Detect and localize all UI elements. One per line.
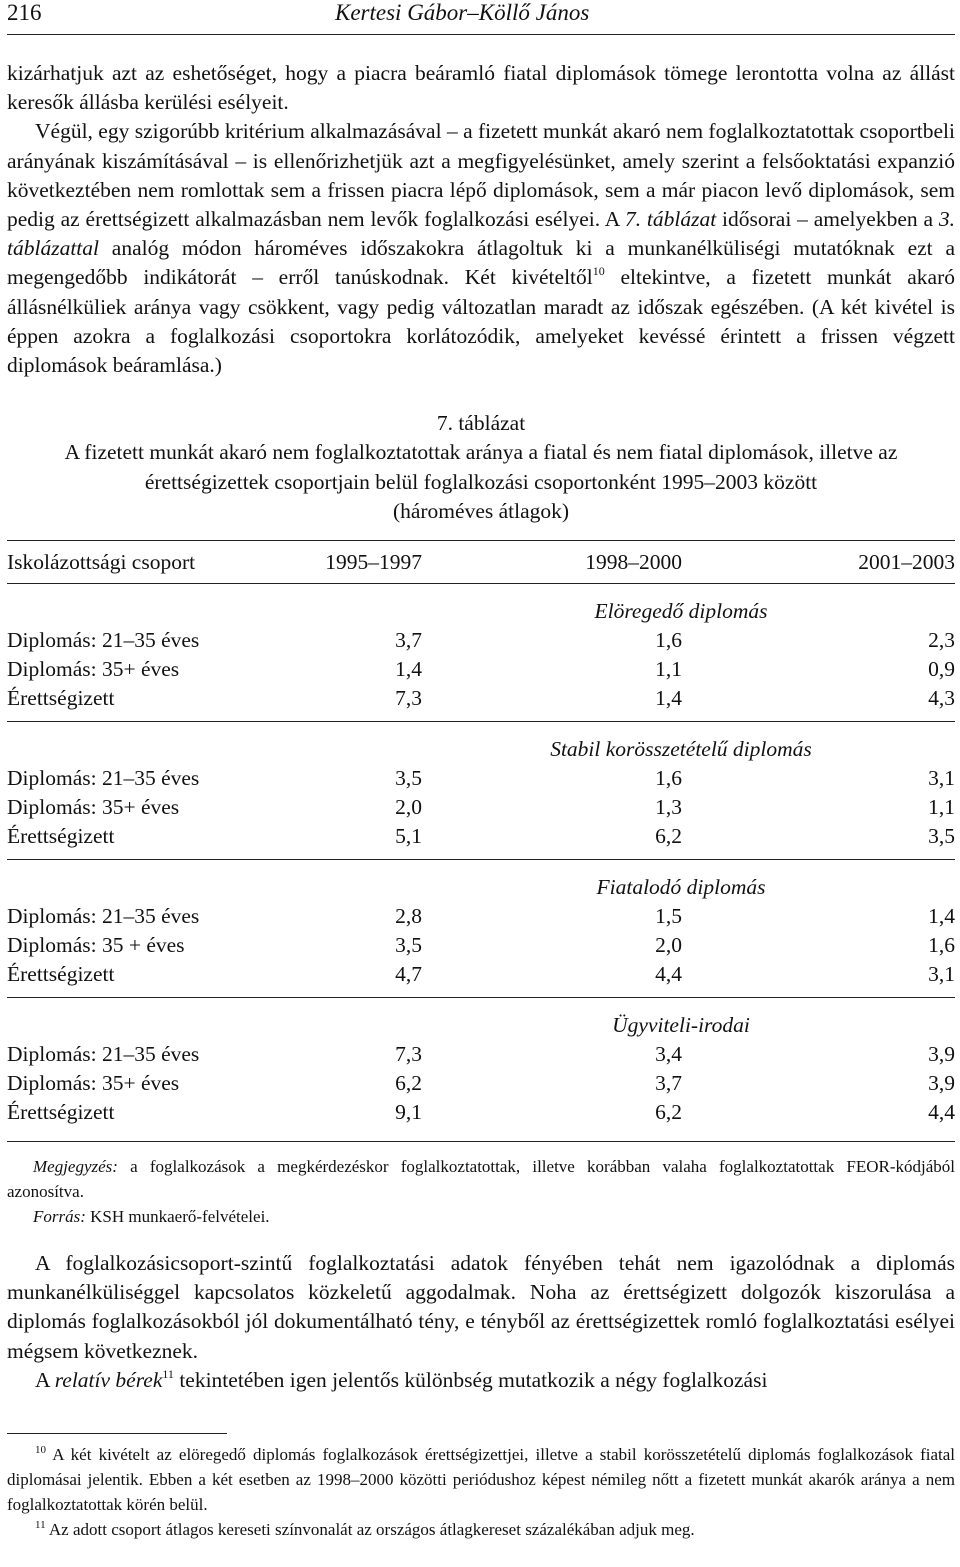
value-cell: 4,4 bbox=[682, 1098, 955, 1142]
row-label: Diplomás: 35+ éves bbox=[7, 795, 180, 820]
group-header-spacer bbox=[7, 998, 307, 1040]
footnote-marker-10[interactable]: 10 bbox=[592, 264, 605, 279]
value-cell: 1,6 bbox=[655, 766, 682, 791]
row-label: Diplomás: 21–35 éves bbox=[7, 628, 200, 653]
value-cell: 3,1 bbox=[928, 962, 955, 987]
paragraph-1: kizárhatjuk azt az eshetőséget, hogy a piacra beáramló fiatal diplomások tömege lerontotta volna az állást keresők állásba kerülési esélyeit. bbox=[7, 61, 955, 115]
value-cell: 2,0 bbox=[395, 795, 422, 820]
paragraph-4-emphasis: relatív bérek bbox=[54, 1367, 163, 1392]
row-label: Érettségizett bbox=[7, 824, 115, 849]
paragraph-2-text-d: eltekintve, a fizetett munkát akaró állásnélküliek aránya vagy csökkent, vagy pedig változatlan maradt az időszak egészében. (A két kivétel is éppen azokra a foglalkozási csoportokra korlátozódik, amelyeket kevéssé érintett a frissen végzett diplomások beáramlása.) bbox=[7, 265, 955, 378]
footnote-text: A két kivételt az elöregedő diplomás foglalkozások érettségizettjei, illetve a stabil korösszetételű diplomás foglalkozások fiatal diplomásai jelentik. Ebben a két esetben az 1998–2000 közötti periódushoz képest némileg nőtt a fizetett munkát akarók aránya a nem foglalkoztatottak körén belül. bbox=[7, 1445, 955, 1515]
group-header-spacer bbox=[7, 722, 307, 764]
table-row bbox=[7, 822, 955, 860]
table-row bbox=[7, 684, 955, 722]
value-cell: 5,1 bbox=[395, 824, 422, 849]
value-cell: 1,1 bbox=[655, 657, 682, 682]
table-row bbox=[7, 1098, 955, 1142]
table-row bbox=[7, 655, 955, 684]
table-subtitle: (hároméves átlagok) bbox=[392, 498, 570, 523]
value-cell: 1,1 bbox=[928, 795, 955, 820]
column-header: 1995–1997 bbox=[307, 541, 422, 584]
paragraph-4 bbox=[7, 1366, 955, 1395]
value-cell: 3,7 bbox=[395, 628, 422, 653]
value-cell: 1,5 bbox=[655, 904, 682, 929]
footnote-10 bbox=[7, 1442, 955, 1517]
table-note bbox=[7, 1154, 955, 1204]
table-reference-7: 7. táblázat bbox=[624, 207, 717, 232]
value-cell: 7,3 bbox=[395, 686, 422, 711]
note-text: a foglalkozások a megkérdezéskor foglalkoztatottak, illetve korábban valaha foglalkoztatottak FEOR-kódjából azonosítva. bbox=[7, 1157, 955, 1202]
running-head bbox=[7, 0, 955, 35]
value-cell: 3,5 bbox=[395, 766, 422, 791]
group-header-row bbox=[7, 722, 955, 764]
footnote-rule bbox=[7, 1433, 227, 1434]
value-cell: 6,2 bbox=[655, 824, 682, 849]
value-cell: 0,9 bbox=[928, 657, 955, 682]
value-cell: 3,9 bbox=[928, 1071, 955, 1096]
group-header-row bbox=[7, 998, 955, 1040]
note-label: Megjegyzés: bbox=[33, 1157, 118, 1177]
page-number: 216 bbox=[7, 0, 42, 25]
after-text bbox=[7, 1249, 955, 1395]
paragraph-2 bbox=[7, 117, 955, 380]
value-cell: 3,9 bbox=[928, 1042, 955, 1067]
data-table bbox=[7, 540, 955, 1142]
table-label-text: 7. táblázat bbox=[436, 411, 526, 436]
footnote-marker-11[interactable]: 11 bbox=[162, 1366, 174, 1381]
paragraph-2-text-c: analóg módon hároméves időszakokra átlagoltuk ki a munkanélküliségi mutatóknak ezt a megengedőbb indikátorát – erről tanúskodnak. Két kivételtől bbox=[7, 236, 955, 290]
table-reference-3: 3. táblázattal bbox=[7, 207, 955, 261]
footnote-number: 10 bbox=[35, 1444, 46, 1457]
row-label: Érettségizett bbox=[7, 962, 115, 987]
value-cell: 2,8 bbox=[395, 904, 422, 929]
column-header: 1998–2000 bbox=[422, 541, 682, 584]
footnote-number: 11 bbox=[35, 1519, 46, 1532]
value-cell: 3,7 bbox=[655, 1071, 682, 1096]
table-row bbox=[7, 764, 955, 793]
value-cell: 2,3 bbox=[928, 628, 955, 653]
source-label: Forrás: bbox=[33, 1207, 86, 1227]
column-header: Iskolázottsági csoport bbox=[7, 541, 307, 584]
group-header-spacer bbox=[7, 860, 307, 902]
paragraph-4-text-b: tekintetében igen jelentős különbség mutatkozik a négy foglalkozási bbox=[173, 1367, 768, 1392]
table-description: A fizetett munkát akaró nem foglalkoztatottak aránya a fiatal és nem fiatal diplomások, illetve az érettségizettek csoportjain belül foglalkozási csoportonként 1995–2003 között bbox=[64, 440, 898, 494]
row-label: Diplomás: 35+ éves bbox=[7, 657, 180, 682]
value-cell: 3,4 bbox=[655, 1042, 682, 1067]
value-cell: 9,1 bbox=[307, 1098, 422, 1142]
value-cell: 7,3 bbox=[395, 1042, 422, 1067]
running-title: Kertesi Gábor–Köllő János bbox=[335, 0, 590, 25]
source-text: KSH munkaerő-felvételei. bbox=[85, 1207, 270, 1227]
table-label bbox=[7, 409, 955, 438]
column-header: 2001–2003 bbox=[682, 541, 955, 584]
row-label: Diplomás: 21–35 éves bbox=[7, 904, 200, 929]
group-header-row bbox=[7, 584, 955, 627]
footnote-text: Az adott csoport átlagos kereseti színvonalát az országos átlagkereset százalékában adjuk meg. bbox=[45, 1520, 695, 1540]
value-cell: 4,7 bbox=[395, 962, 422, 987]
paragraph-4-text-a: A bbox=[35, 1367, 55, 1392]
group-title: Stabil korösszetételű diplomás bbox=[550, 737, 812, 762]
value-cell: 4,4 bbox=[655, 962, 682, 987]
value-cell: 1,4 bbox=[395, 657, 422, 682]
table-row bbox=[7, 960, 955, 998]
row-label: Diplomás: 35 + éves bbox=[7, 933, 185, 958]
value-cell: 1,6 bbox=[928, 933, 955, 958]
group-header-spacer bbox=[7, 584, 307, 627]
table-row bbox=[7, 1069, 955, 1098]
value-cell: 3,5 bbox=[928, 824, 955, 849]
group-title: Ügyviteli-irodai bbox=[612, 1013, 750, 1038]
paragraph-2-text-a: Végül, egy szigorúbb kritérium alkalmazásával – a fizetett munkát akaró nem foglalkoztatottak csoportbeli arányának kiszámításával – is ellenőrizhetjük azt a megfigyelésünket, amely szerint a felsőoktatási expanzió következtében nem romlottak sem a frissen piacra lépő diplomások, sem a már piacon levő diplomások, sem pedig az érettségizett alkalmazásban nem levők foglalkozási esélyei. A bbox=[7, 119, 955, 232]
row-label: Diplomás: 35+ éves bbox=[7, 1071, 180, 1096]
group-title: Elöregedő diplomás bbox=[594, 599, 768, 624]
page bbox=[7, 0, 955, 1542]
group-title: Fiatalodó diplomás bbox=[596, 875, 766, 900]
row-label: Érettségizett bbox=[7, 686, 115, 711]
footnote-11 bbox=[7, 1517, 955, 1542]
table-body bbox=[7, 584, 955, 1142]
value-cell: 1,6 bbox=[655, 628, 682, 653]
table-notes bbox=[7, 1154, 955, 1229]
table-source bbox=[7, 1204, 955, 1229]
value-cell: 4,3 bbox=[928, 686, 955, 711]
intro-text bbox=[7, 59, 955, 380]
row-label: Érettségizett bbox=[7, 1098, 307, 1142]
table-row bbox=[7, 931, 955, 960]
value-cell: 1,4 bbox=[928, 904, 955, 929]
footnotes bbox=[7, 1442, 955, 1542]
value-cell: 6,2 bbox=[395, 1071, 422, 1096]
paragraph-2-text-b: idősorai – amelyekben a bbox=[716, 207, 939, 232]
row-label: Diplomás: 21–35 éves bbox=[7, 766, 200, 791]
table-row bbox=[7, 1040, 955, 1069]
paragraph-3: A foglalkozásicsoport-szintű foglalkoztatási adatok fényében tehát nem igazolódnak a diplomás munkanélküliséggel kapcsolatos közkeletű aggodalmak. Noha az érettségizett dolgozók kiszorulása a diplomás foglalkozásokból jól dokumentálható tény, e tényből az érettségizettek romló foglalkoztatási esélyei mégsem következnek. bbox=[7, 1251, 955, 1363]
row-label: Diplomás: 21–35 éves bbox=[7, 1042, 200, 1067]
value-cell: 3,1 bbox=[928, 766, 955, 791]
table-header-row bbox=[7, 541, 955, 584]
table-caption bbox=[7, 409, 955, 526]
value-cell: 3,5 bbox=[395, 933, 422, 958]
value-cell: 1,4 bbox=[655, 686, 682, 711]
value-cell: 6,2 bbox=[422, 1098, 682, 1142]
table-row bbox=[7, 902, 955, 931]
table-row bbox=[7, 793, 955, 822]
value-cell: 1,3 bbox=[655, 795, 682, 820]
value-cell: 2,0 bbox=[655, 933, 682, 958]
table-row bbox=[7, 626, 955, 655]
group-header-row bbox=[7, 860, 955, 902]
